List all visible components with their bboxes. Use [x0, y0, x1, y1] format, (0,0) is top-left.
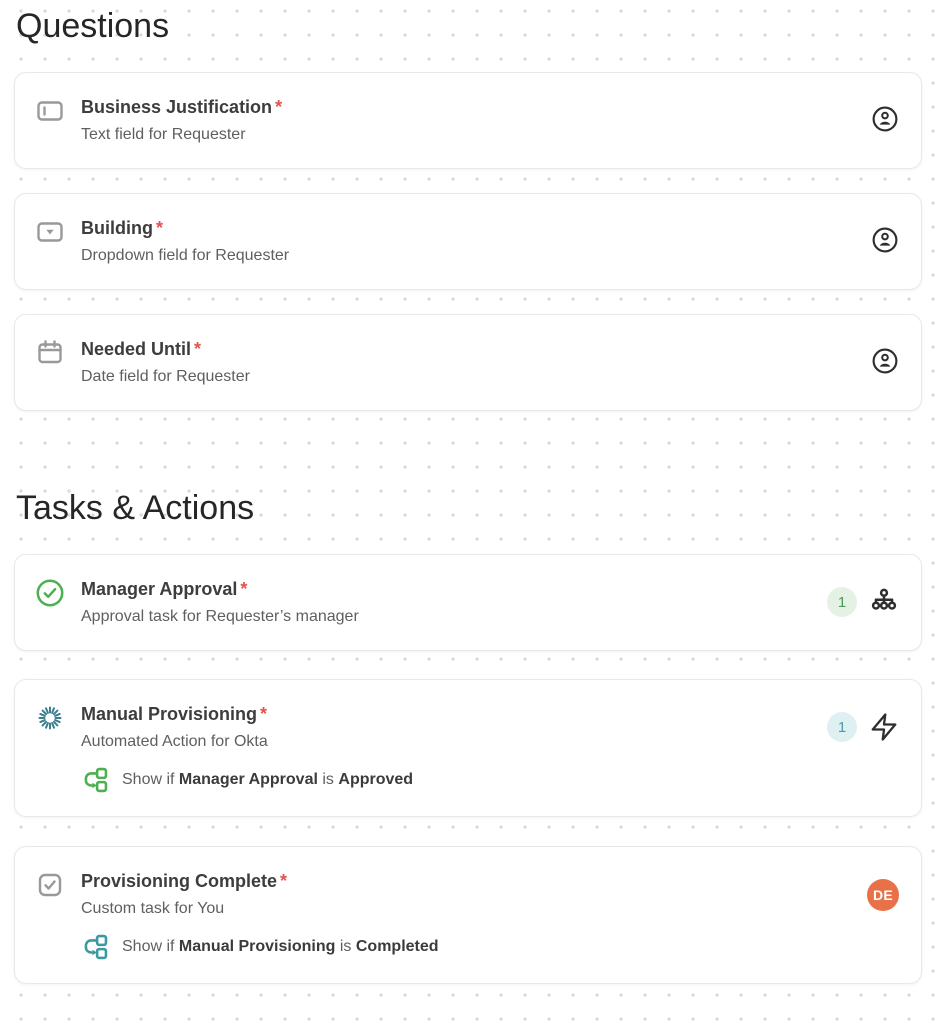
- card-title: Business Justification: [81, 97, 273, 117]
- card-content: [81, 337, 855, 388]
- card-right-controls: [871, 226, 899, 254]
- card-title-row: [81, 702, 811, 726]
- assignee-count-badge: 1: [827, 587, 857, 617]
- org-chart-icon: [869, 587, 899, 617]
- card-title: Manual Provisioning: [81, 704, 258, 724]
- card-title-row: [81, 95, 855, 119]
- required-asterisk: *: [280, 871, 288, 891]
- condition-connector: is: [339, 938, 352, 955]
- condition-text: [122, 936, 439, 958]
- card-subtitle: Automated Action for Okta: [81, 733, 268, 750]
- text-field-icon: [35, 96, 65, 126]
- section-heading-tasks-actions: Tasks & Actions: [16, 489, 255, 527]
- avatar: DE: [867, 879, 899, 911]
- card-title-row: [81, 216, 855, 240]
- condition-row: [81, 766, 811, 794]
- required-asterisk: *: [155, 218, 163, 238]
- condition-state: Approved: [338, 771, 414, 788]
- condition-text: [122, 769, 413, 791]
- card-right-controls: [827, 587, 899, 617]
- card-content: [81, 702, 811, 794]
- required-asterisk: *: [260, 704, 268, 724]
- condition-subject: Manager Approval: [178, 771, 318, 788]
- card-manager-approval[interactable]: [14, 554, 922, 651]
- card-title: Building: [81, 218, 153, 238]
- assignee-person-icon: [871, 105, 899, 133]
- condition-subject: Manual Provisioning: [178, 938, 336, 955]
- condition-row: [81, 933, 851, 961]
- card-right-controls: [871, 105, 899, 133]
- required-asterisk: *: [240, 579, 248, 599]
- card-content: [81, 95, 855, 146]
- okta-logo-icon: [35, 703, 65, 733]
- required-asterisk: *: [275, 97, 283, 117]
- card-content: [81, 216, 855, 267]
- approval-check-icon: [35, 578, 65, 608]
- condition-prefix: Show if: [122, 938, 175, 955]
- card-title: Needed Until: [81, 339, 192, 359]
- card-subtitle: Approval task for Requester’s manager: [81, 608, 359, 625]
- card-business-justification[interactable]: [14, 72, 922, 169]
- assignee-person-icon: [871, 347, 899, 375]
- condition-connector: is: [322, 771, 334, 788]
- checkbox-icon: [35, 870, 65, 900]
- dropdown-field-icon: [35, 217, 65, 247]
- card-building[interactable]: [14, 193, 922, 290]
- card-provisioning-complete[interactable]: [14, 846, 922, 984]
- card-title-row: [81, 577, 811, 601]
- card-subtitle: Date field for Requester: [81, 368, 250, 385]
- card-needed-until[interactable]: [14, 314, 922, 411]
- card-subtitle: Dropdown field for Requester: [81, 247, 290, 264]
- card-title: Provisioning Complete: [81, 871, 278, 891]
- card-subtitle: Custom task for You: [81, 900, 225, 917]
- condition-state: Completed: [355, 938, 439, 955]
- card-title: Manager Approval: [81, 579, 238, 599]
- card-subtitle: Text field for Requester: [81, 126, 246, 143]
- card-content: [81, 869, 851, 961]
- branch-condition-icon: [81, 933, 109, 961]
- assignee-person-icon: [871, 226, 899, 254]
- section-heading-questions: Questions: [16, 7, 170, 45]
- card-manual-provisioning[interactable]: [14, 679, 922, 817]
- required-asterisk: *: [194, 339, 202, 359]
- card-title-row: [81, 337, 855, 361]
- calendar-icon: [35, 338, 65, 368]
- card-content: [81, 577, 811, 628]
- card-right-controls: [827, 712, 899, 742]
- card-right-controls: [871, 347, 899, 375]
- card-title-row: [81, 869, 851, 893]
- card-right-controls: [867, 879, 899, 911]
- branch-condition-icon: [81, 766, 109, 794]
- condition-prefix: Show if: [122, 771, 175, 788]
- lightning-icon: [869, 712, 899, 742]
- assignee-count-badge: 1: [827, 712, 857, 742]
